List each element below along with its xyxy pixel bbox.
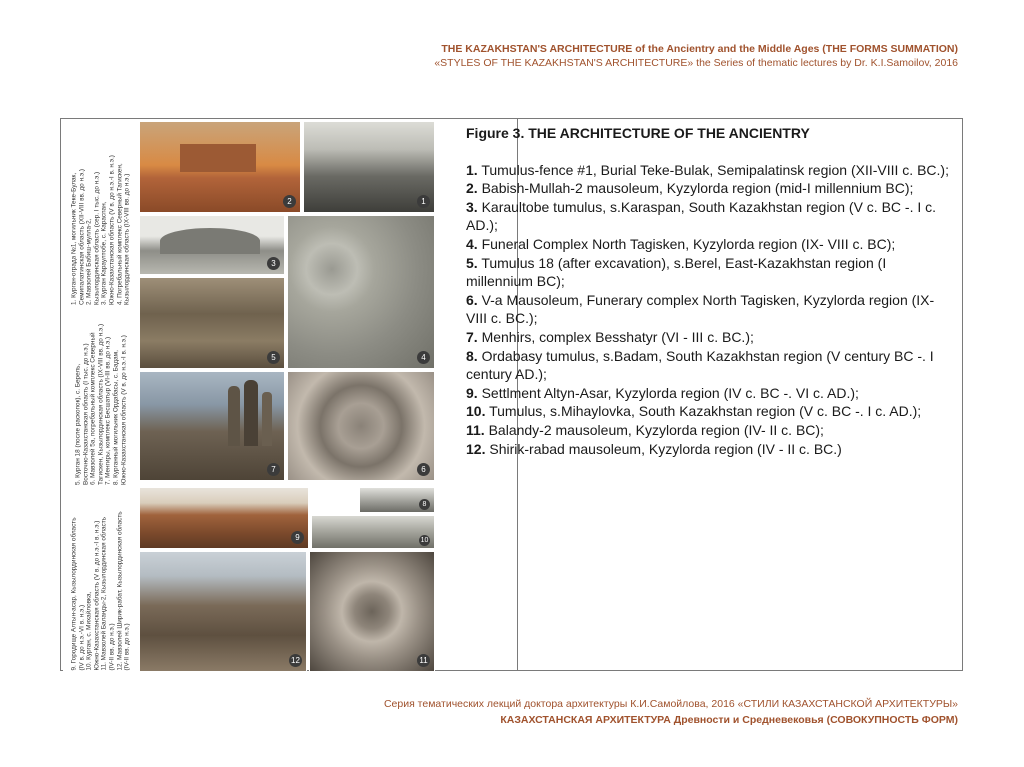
caption-item-number: 9.	[466, 384, 478, 401]
photo-number: 12	[289, 654, 302, 667]
photo-2-babish-mullah	[139, 121, 301, 213]
caption-item-number: 4.	[466, 235, 478, 252]
caption-item-number: 1.	[466, 161, 478, 178]
caption-item-number: 6.	[466, 291, 478, 308]
photo-1-teke-bulak	[303, 121, 435, 213]
photo-number: 3	[267, 257, 280, 270]
photo-9-altyn-asar	[139, 487, 309, 549]
caption-item	[466, 384, 954, 403]
page-footer	[384, 696, 958, 728]
photo-5-berel	[139, 277, 285, 369]
page-header	[434, 42, 958, 70]
photo-number: 8	[419, 499, 430, 510]
caption-item	[466, 198, 954, 235]
caption-item-number: 11.	[466, 421, 485, 438]
caption-item-number: 12.	[466, 440, 486, 457]
photo-3-karaultobe	[139, 215, 285, 275]
plate-caption-middle-text: 5. Курган 18 (после раскопок), с. Берель, Восточно-Казахстанская область (I тыс. до н.э.) 6. Мавзолей 5а, погребальный комплекс Северный Тагискен, Кызылординская область (IX-VIII вв. до н.э.) 7. Менгиры, комплекс Бесшатыр (VI-III вв. до н.э.) 8. Курганный могильник Ордабасы, с. Бадам, Южно-Казахстанская область (V в. до н.э.-I в. н.э.)	[74, 323, 127, 485]
caption-item-number: 7.	[466, 328, 478, 345]
caption-item	[466, 254, 954, 291]
photo-12-shirik-rabad	[139, 551, 307, 672]
caption-item	[466, 347, 954, 384]
caption-item-text: Babish-Mullah-2 mausoleum, Kyzylorda region (mid-I millennium BC);	[477, 180, 914, 197]
caption-item-number: 3.	[466, 198, 478, 215]
photo-number: 6	[417, 463, 430, 476]
caption-item	[466, 440, 954, 459]
caption-item	[466, 179, 954, 198]
photo-10-mihaylovka	[311, 515, 435, 549]
photo-number: 4	[417, 351, 430, 364]
header-subtitle: «STYLES OF THE KAZAKHSTAN'S ARCHITECTURE» the Series of thematic lectures by Dr. K.I.Samoilov, 2016	[434, 57, 958, 69]
caption-item-number: 2.	[466, 180, 478, 197]
photo-6-mausoleum-5a	[287, 371, 435, 481]
caption-item	[466, 421, 954, 440]
plate-caption-top-text: 1. Курган-ограда №1, могильник Теке-Булак, Семипалатинская область (XII-VIII вв. до н.э.) 2. Мавзолей Бабиш-мулла-2, Кызылординская область (сер. I тыс. до н.э.) 3. Курган Караултобе, с. Караспан, Южно-Казахстанская область (V в. до н.э.-I в. н.э.) 4. Погребальный комплекс Северный Тагискен, Кызылординская область (IX-VIII вв. до н.э.)	[70, 155, 131, 305]
photo-number: 10	[420, 537, 429, 544]
header-title: THE KAZAKHSTAN'S ARCHITECTURE of the Ancientry and the Middle Ages (THE FORMS SUMMATION)	[441, 43, 958, 55]
caption-item-text: Tumulus-fence #1, Burial Teke-Bulak, Semipalatinsk region (XII-VIII c. BC.);	[477, 161, 949, 178]
caption-item-text: Tumulus 18 (after excavation), s.Berel, East-Kazakhstan region (I millennium BC);	[466, 254, 887, 290]
photo-number: 1	[417, 195, 430, 208]
figure-title: Figure 3. THE ARCHITECTURE OF THE ANCIENTRY	[466, 125, 810, 141]
caption-item-text: Settlment Altyn-Asar, Kyzylorda region (IV c. BC -. VI c. AD.);	[477, 384, 859, 401]
photo-number: 2	[283, 195, 296, 208]
photo-number: 5	[267, 351, 280, 364]
caption-item-text: V-a Mausoleum, Funerary complex North Tagisken, Kyzylorda region (IX-VIII c. BC.);	[466, 291, 935, 327]
caption-item-text: Ordabasy tumulus, s.Badam, South Kazakhstan region (V century BC -. I century AD.);	[466, 347, 934, 383]
caption-item	[466, 291, 954, 328]
caption-item-text: Balandy-2 mausoleum, Kyzylorda region (IV- II c. BC);	[484, 421, 824, 438]
photo-8-ordabasy	[359, 487, 435, 513]
caption-item	[466, 235, 954, 254]
photo-plate	[63, 119, 435, 672]
photo-4-north-tagisken	[287, 215, 435, 369]
photo-number: 7	[267, 463, 280, 476]
plate-caption-bottom-text: 9. Городище Алтын-асар, Кызылординская область (IV в. до н.э.-VI в. н.э.) 10. Курган, с. Михайловка, Южно-Казахстанская область (V в. до н.э.-I в. н.э.) 11. Мавзолей Баланды-2, Кызылординская область (IV-II вв. до н.э.) 12. Мавзолей Ширик-рабат, Кызылординская область (IV-II вв. до н.э.)	[70, 510, 131, 670]
caption-item	[466, 402, 954, 421]
caption-item-text: Shirik-rabad mausoleum, Kyzylorda region (IV - II c. BC.)	[485, 440, 842, 457]
caption-item-text: Funeral Complex North Tagisken, Kyzylorda region (IX- VIII c. BC);	[477, 235, 896, 252]
plate-caption-middle	[63, 309, 139, 487]
photo-number: 11	[417, 654, 430, 667]
caption-item-number: 10.	[466, 403, 486, 420]
caption-item-number: 5.	[466, 254, 478, 271]
caption-item-text: Tumulus, s.Mihaylovka, South Kazakhstan region (V c. BC -. I c. AD.);	[485, 403, 922, 420]
caption-item-number: 8.	[466, 347, 478, 364]
caption-item-text: Karaultobe tumulus, s.Karaspan, South Kazakhstan region (V c. BC -. I c. AD.);	[466, 198, 937, 234]
photo-number: 9	[291, 531, 304, 544]
figure-caption	[466, 124, 954, 458]
plate-caption-bottom	[63, 489, 139, 672]
photo-11-balandy	[309, 551, 435, 672]
caption-item-text: Menhirs, complex Besshatyr (VI - III c. BC.);	[477, 328, 754, 345]
caption-list	[466, 161, 954, 459]
footer-line-2: КАЗАХСТАНСКАЯ АРХИТЕКТУРА Древности и Средневековья (СОВОКУПНОСТЬ ФОРМ)	[500, 714, 958, 726]
caption-item	[466, 161, 954, 180]
footer-line-1: Серия тематических лекций доктора архитектуры К.И.Самойлова, 2016 «СТИЛИ КАЗАХСТАНСКОЙ АРХИТЕКТУРЫ»	[383, 698, 958, 710]
photo-7-besshatyr-menhirs	[139, 371, 285, 481]
caption-item	[466, 328, 954, 347]
plate-caption-top	[63, 119, 139, 307]
